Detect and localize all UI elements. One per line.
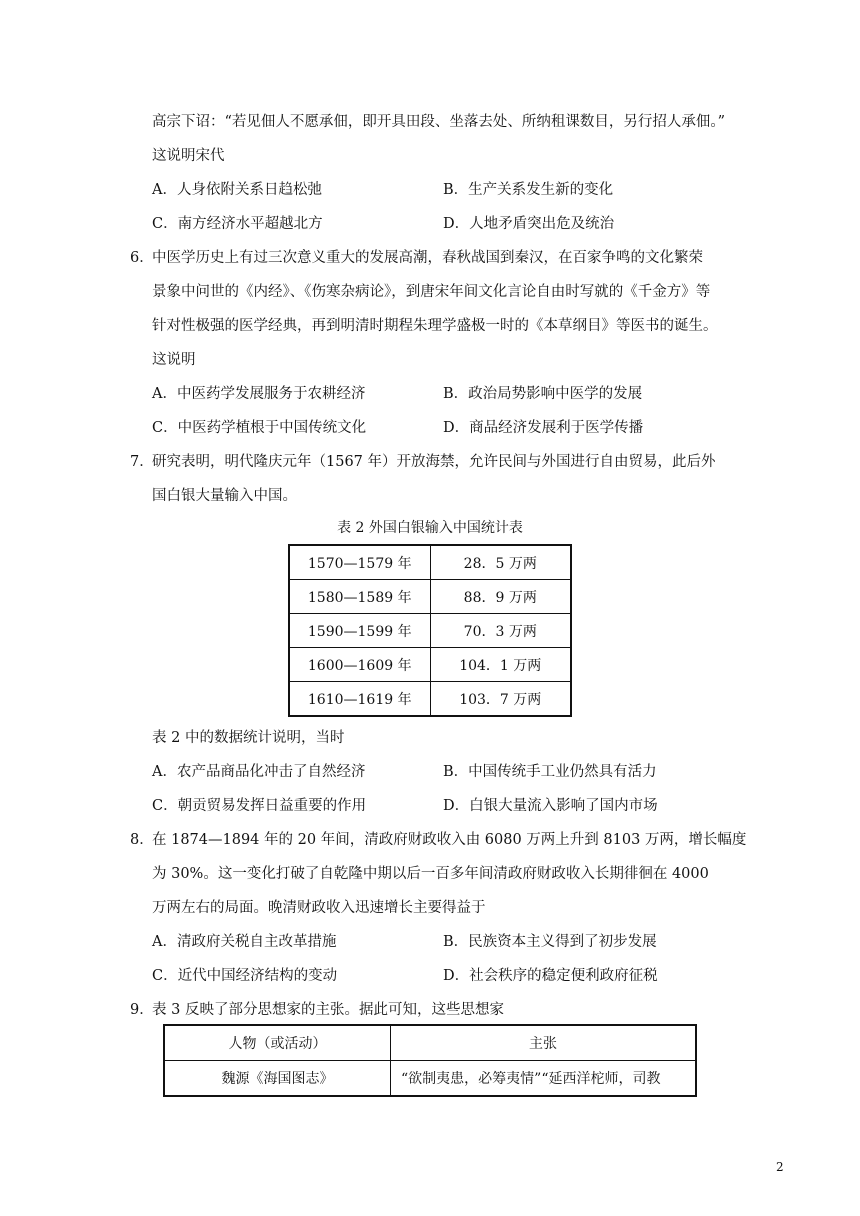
q8-option-d: D．社会秩序的稳定便利政府征税 [443,968,658,984]
q8-option-a: A．清政府关税自主改革措施 [152,934,337,950]
q8-number: 8． [130,832,154,848]
amount-cell: 103．7 万两 [430,682,571,717]
table-row [289,580,571,614]
q8-option-b: B．民族资本主义得到了初步发展 [443,934,657,950]
q9-number: 9． [130,1002,154,1018]
period-cell: 1600—1609 年 [289,648,430,682]
q7-option-c: C．朝贡贸易发挥日益重要的作用 [152,798,367,814]
table-row [289,682,571,717]
q6-stem-line-2: 景象中问世的《内经》、《伤寒杂病论》，到唐宋年间文化言论自由时写就的《千金方》等 [152,284,711,300]
q7-after-table: 表 2 中的数据统计说明，当时 [152,730,345,746]
proposal-cell: “欲制夷患，必筹夷情”“延西洋柁师，司教 [391,1061,697,1097]
q7-option-d: D．白银大量流入影响了国内市场 [443,798,658,814]
period-cell: 1610—1619 年 [289,682,430,717]
column-header-proposal: 主张 [391,1025,697,1061]
silver-import-table [288,544,572,717]
q7-option-b: B．中国传统手工业仍然具有活力 [443,764,657,780]
q5-option-c: C．南方经济水平超越北方 [152,216,323,232]
thinkers-table [163,1024,697,1097]
table-header-row [164,1025,696,1061]
column-header-person: 人物（或活动） [164,1025,391,1061]
q8-option-c: C．近代中国经济结构的变动 [152,968,338,984]
q6-option-a: A．中医药学发展服务于农耕经济 [152,386,366,402]
q5-option-d: D．人地矛盾突出危及统治 [443,216,615,232]
q9-stem-line-1: 表 3 反映了部分思想家的主张。据此可知，这些思想家 [152,1002,504,1018]
q5-stem-line-1: 高宗下诏：“若见佃人不愿承佃，即开具田段、坐落去处、所纳租课数目，另行招人承佃。” [152,114,726,130]
table-row [289,614,571,648]
q5-stem-line-2: 这说明宋代 [152,148,225,164]
amount-cell: 70．3 万两 [430,614,571,648]
q8-stem-line-1: 在 1874—1894 年的 20 年间，清政府财政收入由 6080 万两上升到 8103 万两，增长幅度 [152,832,747,848]
q6-option-c: C．中医药学植根于中国传统文化 [152,420,367,436]
table-row [289,545,571,580]
q6-option-d: D．商品经济发展利于医学传播 [443,420,644,436]
q6-stem-line-3: 针对性极强的医学经典，再到明清时期程朱理学盛极一时的《本草纲目》等医书的诞生。 [152,318,718,334]
q5-option-a: A．人身依附关系日趋松弛 [152,182,322,198]
q6-stem-line-4: 这说明 [152,352,196,368]
q8-stem-line-2: 为 30%。这一变化打破了自乾隆中期以后一百多年间清政府财政收入长期徘徊在 4000 [152,866,709,882]
q7-number: 7． [130,454,154,470]
person-cell: 魏源《海国图志》 [164,1061,391,1097]
amount-cell: 104．1 万两 [430,648,571,682]
table-row [289,648,571,682]
period-cell: 1580—1589 年 [289,580,430,614]
q6-option-b: B．政治局势影响中医学的发展 [443,386,643,402]
q7-stem-line-2: 国白银大量输入中国。 [152,488,297,504]
period-cell: 1570—1579 年 [289,545,430,580]
amount-cell: 88．9 万两 [430,580,571,614]
table-2-caption: 表 2 外国白银输入中国统计表 [337,520,523,536]
amount-cell: 28．5 万两 [430,545,571,580]
q8-stem-line-3: 万两左右的局面。晚清财政收入迅速增长主要得益于 [152,900,486,916]
q5-option-b: B．生产关系发生新的变化 [443,182,614,198]
q7-stem-line-1: 研究表明，明代隆庆元年（1567 年）开放海禁，允许民间与外国进行自由贸易，此后外 [152,454,716,470]
q7-option-a: A．农产品商品化冲击了自然经济 [152,764,366,780]
table-row [164,1061,696,1097]
page-number: 2 [776,1160,784,1174]
q6-number: 6． [130,250,154,266]
period-cell: 1590—1599 年 [289,614,430,648]
q6-stem-line-1: 中医学历史上有过三次意义重大的发展高潮，春秋战国到秦汉，在百家争鸣的文化繁荣 [152,250,703,266]
